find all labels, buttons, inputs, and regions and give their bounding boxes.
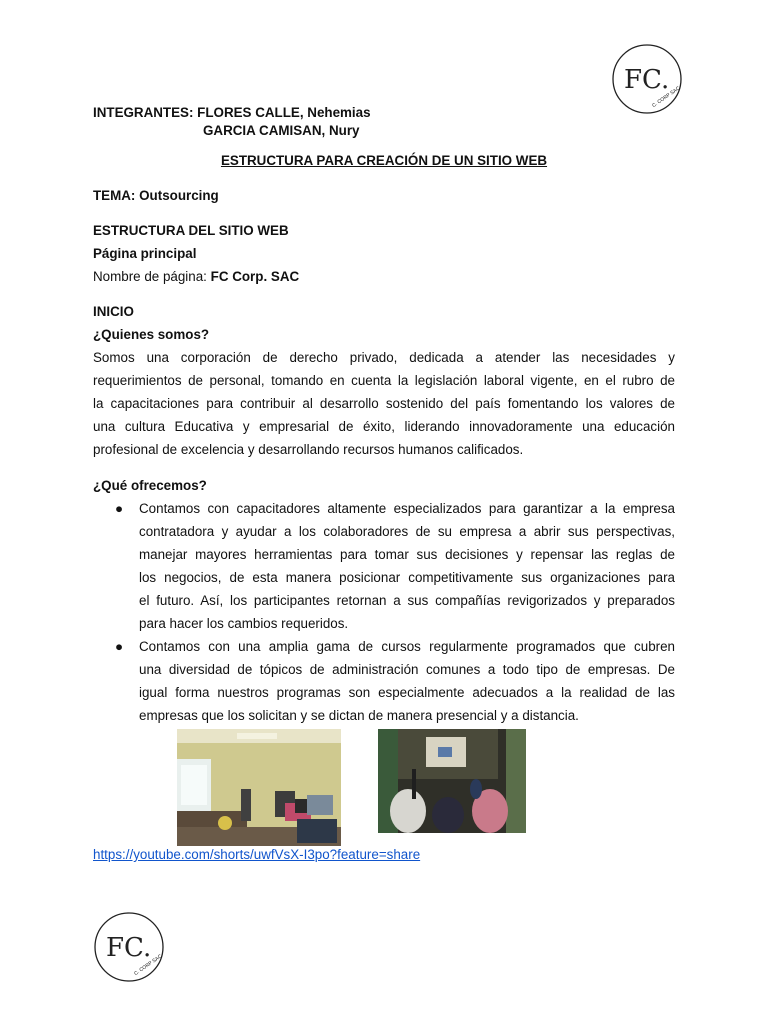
inicio-heading: INICIO: [93, 304, 134, 319]
svg-text:C. CORP SAC: C. CORP SAC: [133, 953, 164, 978]
bullet-icon: ●: [115, 501, 124, 516]
member-2: GARCIA CAMISAN, Nury: [203, 123, 360, 138]
svg-text:C. CORP SAC: C. CORP SAC: [651, 85, 682, 110]
quienes-heading: ¿Quienes somos?: [93, 327, 210, 342]
classroom-photo-2: [378, 729, 526, 833]
paragraph-line: una cultura Educativa y empresarial de éxito, liderando innovadoramente una educación: [93, 419, 675, 434]
svg-text:FC.: FC.: [106, 933, 152, 963]
paragraph-line: profesional de excelencia y desarrollando recursos humanos calificados.: [93, 442, 524, 457]
main-page-heading: Página principal: [93, 246, 197, 261]
integrantes-line: INTEGRANTES: FLORES CALLE, Nehemias: [93, 105, 371, 120]
fc-corp-logo-icon: [92, 910, 166, 984]
paragraph-line: requerimientos de personal, tomando en cuenta la legislación laboral vigente, en el rubro de: [93, 373, 675, 388]
svg-text:FC.: FC.: [624, 65, 670, 95]
youtube-video-link[interactable]: https://youtube.com/shorts/uwfVsX-I3po?feature=share: [93, 847, 421, 862]
quienes-paragraph: [93, 346, 675, 461]
tema-line: TEMA: Outsourcing: [93, 188, 219, 203]
fc-corp-logo-icon: [610, 42, 684, 116]
ofrecemos-heading: ¿Qué ofrecemos?: [93, 478, 207, 493]
company-logo-bottom: [92, 910, 166, 984]
ofrecemos-list: [93, 497, 675, 727]
list-item: ● Contamos con una amplia gama de cursos regularmente programados que cubren una diversidad de tópicos de administración comunes a todo tipo de empresas. De igual forma nuestros programas son especialmente adecuados a la realidad de las empresas que los solicitan y se dictan de manera presencial y a distancia.: [93, 635, 675, 727]
company-logo-top: [610, 42, 684, 116]
list-item: ● Contamos con capacitadores altamente especializados para garantizar a la empresa contratadora y ayudar a los colaboradores de su empresa a abrir sus perspectivas, manejar mayores herramientas para tomar sus decisiones y repensar las reglas de los negocios, de esta manera posicionar competitivamente sus organizaciones para el futuro. Así, los participantes retornan a sus compañías revigorizados y preparados para hacer los cambios requeridos.: [93, 497, 675, 635]
paragraph-line: la capacitaciones para contribuir al desarrollo sostenido del país fomentando los valores de: [93, 396, 675, 411]
bullet-icon: ●: [115, 639, 124, 654]
classroom-photo-1: [177, 729, 341, 846]
structure-heading: ESTRUCTURA DEL SITIO WEB: [93, 223, 289, 238]
document-title: ESTRUCTURA PARA CREACIÓN DE UN SITIO WEB: [220, 153, 548, 168]
page-name-line: Nombre de página: FC Corp. SAC: [93, 269, 300, 284]
paragraph-line: Somos una corporación de derecho privado, dedicada a atender las necesidades y: [93, 350, 675, 365]
